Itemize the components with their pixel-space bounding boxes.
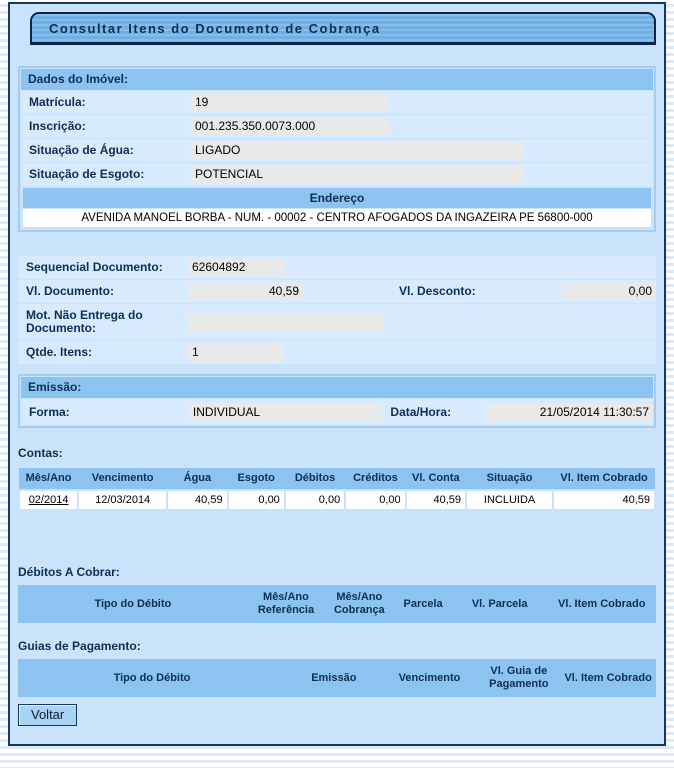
- qtde-itens-field: 1: [188, 344, 283, 361]
- guias-header-emissao: Emissão: [286, 659, 382, 697]
- contas-table: [18, 468, 656, 511]
- guias-header-vencimento: Vencimento: [382, 659, 478, 697]
- forma-label: Forma:: [29, 404, 70, 419]
- situacao-esgoto-label: Situação de Esgoto:: [29, 167, 145, 181]
- contas-header-row: [19, 468, 655, 490]
- debitos-header-row: [18, 585, 656, 623]
- debitos-header-vl-item-cobrado: Vl. Item Cobrado: [548, 585, 657, 623]
- situacao-agua-label: Situação de Água:: [29, 143, 134, 157]
- contas-cell-vencimento: 12/03/2014: [78, 490, 167, 510]
- qtde-itens-label: Qtde. Itens:: [26, 345, 93, 359]
- debitos-header-tipo: Tipo do Débito: [18, 585, 248, 623]
- debitos-label: Débitos A Cobrar:: [18, 565, 120, 579]
- row-sequencial: [18, 256, 656, 279]
- contas-header-vl-item-cobrado: Vl. Item Cobrado: [553, 468, 655, 490]
- guias-header-tipo: Tipo do Débito: [18, 659, 286, 697]
- debitos-header-vl-parcela: Vl. Parcela: [452, 585, 548, 623]
- situacao-esgoto-field: POTENCIAL: [191, 166, 524, 183]
- row-mot-nao-entrega: [18, 304, 656, 340]
- contas-data-row: [19, 490, 655, 510]
- endereco-value: AVENIDA MANOEL BORBA - NUM. - 00002 - CENTRO AFOGADOS DA INGAZEIRA PE 56800-000: [23, 209, 651, 227]
- endereco-table: [23, 188, 651, 227]
- page-title-bar: [30, 12, 656, 45]
- main-panel: [8, 2, 666, 746]
- guias-header-row: [18, 659, 656, 697]
- row-emissao: [21, 399, 653, 425]
- voltar-button[interactable]: Voltar: [18, 704, 77, 726]
- sequencial-field: 62604892: [188, 259, 283, 276]
- debitos-header-mes-ano-cobranca: Mês/Ano Cobrança: [324, 585, 394, 623]
- contas-header-esgoto: Esgoto: [228, 468, 285, 490]
- vl-documento-label: Vl. Documento:: [26, 284, 115, 298]
- contas-header-situacao: Situação: [466, 468, 553, 490]
- contas-cell-esgoto: 0,00: [228, 490, 285, 510]
- debitos-header-parcela: Parcela: [394, 585, 451, 623]
- emissao-header: Emissão:: [21, 377, 653, 398]
- situacao-agua-field: LIGADO: [191, 142, 524, 159]
- forma-field: INDIVIDUAL: [189, 404, 383, 421]
- vl-desconto-label: Vl. Desconto:: [399, 284, 476, 298]
- contas-cell-debitos: 0,00: [285, 490, 345, 510]
- contas-cell-situacao: INCLUIDA: [466, 490, 553, 510]
- mot-nao-entrega-label: Mot. Não Entrega do Documento:: [26, 308, 143, 335]
- contas-header-agua: Água: [167, 468, 227, 490]
- contas-header-debitos: Débitos: [285, 468, 345, 490]
- guias-header-vl-guia: Vl. Guia de Pagamento: [477, 659, 560, 697]
- contas-header-mes-ano: Mês/Ano: [19, 468, 78, 490]
- row-inscricao: [21, 115, 653, 138]
- contas-cell-creditos: 0,00: [345, 490, 405, 510]
- row-qtde-itens: [18, 341, 656, 364]
- emissao-section: [18, 374, 656, 428]
- vl-desconto-field: 0,00: [561, 283, 656, 300]
- data-hora-field: 21/05/2014 11:30:57: [487, 404, 653, 421]
- endereco-header: Endereço: [23, 188, 651, 208]
- page-background: [0, 2, 674, 746]
- data-hora-label: Data/Hora:: [390, 404, 452, 419]
- debitos-table: [18, 585, 656, 623]
- row-situacao-agua: [21, 139, 653, 162]
- row-matricula: [21, 91, 653, 114]
- matricula-label: Matrícula:: [29, 95, 86, 109]
- row-situacao-esgoto: [21, 163, 653, 186]
- row-valores: [18, 280, 656, 303]
- dados-imovel-section: [18, 66, 656, 232]
- debitos-header-mes-ano-referencia: Mês/Ano Referência: [248, 585, 325, 623]
- contas-cell-vl-conta: 40,59: [406, 490, 466, 510]
- vl-documento-field: 40,59: [188, 283, 303, 300]
- contas-cell-agua: 40,59: [167, 490, 227, 510]
- guias-table: [18, 659, 656, 697]
- inscricao-label: Inscrição:: [29, 119, 86, 133]
- contas-header-vencimento: Vencimento: [78, 468, 167, 490]
- guias-header-vl-item-cobrado: Vl. Item Cobrado: [560, 659, 656, 697]
- contas-cell-vl-item-cobrado: 40,59: [553, 490, 655, 510]
- dados-imovel-header: Dados do Imóvel:: [21, 69, 653, 90]
- matricula-field: 19: [191, 94, 387, 111]
- sequencial-label: Sequencial Documento:: [26, 260, 163, 274]
- contas-header-vl-conta: Vl. Conta: [406, 468, 466, 490]
- mes-ano-link[interactable]: 02/2014: [28, 494, 69, 506]
- page-title: Consultar Itens do Documento de Cobrança: [49, 20, 381, 36]
- guias-label: Guias de Pagamento:: [18, 639, 141, 653]
- mot-nao-entrega-field: [188, 314, 384, 331]
- inscricao-field: 001.235.350.0073.000: [191, 118, 387, 135]
- contas-cell-mes-ano: [19, 490, 78, 510]
- contas-label: Contas:: [18, 446, 63, 460]
- contas-header-creditos: Créditos: [345, 468, 405, 490]
